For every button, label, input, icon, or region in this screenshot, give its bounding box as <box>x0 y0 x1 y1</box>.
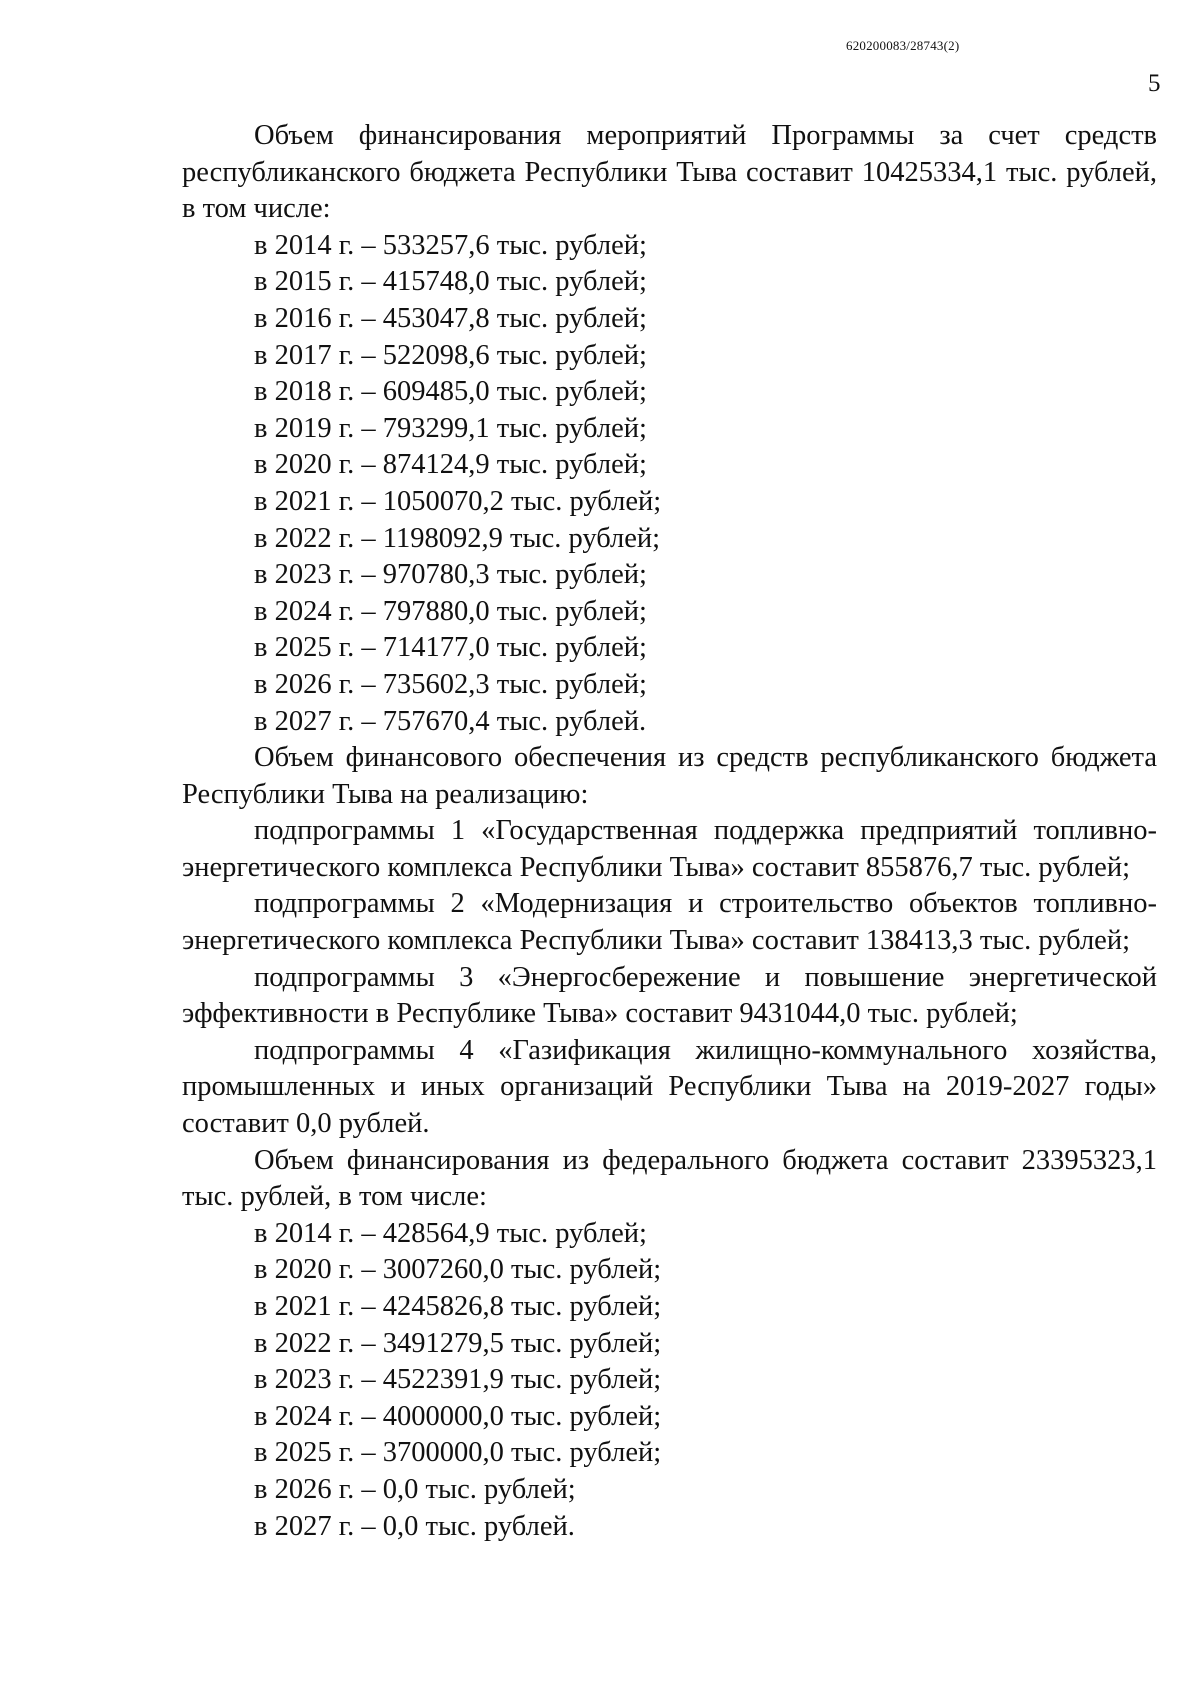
list-item: в 2018 г. – 609485,0 тыс. рублей; <box>254 376 647 408</box>
list-item: в 2021 г. – 1050070,2 тыс. рублей; <box>254 485 662 517</box>
list-item: в 2026 г. – 0,0 тыс. рублей; <box>254 1473 576 1505</box>
subprogram-2-paragraph: подпрограммы 2 «Модернизация и строительство объектов топливно-энергетического комплекса Республики Тыва» составит 138413,3 тыс. рублей; <box>182 888 1157 957</box>
list-item: в 2016 г. – 453047,8 тыс. рублей; <box>254 302 647 334</box>
subprogram-4-paragraph: подпрограммы 4 «Газификация жилищно-коммунального хозяйства, промышленных и иных организаций Республики Тыва на 2019-2027 годы» составит 0,0 рублей. <box>182 1034 1157 1140</box>
list-item: в 2025 г. – 714177,0 тыс. рублей; <box>254 632 647 664</box>
list-item: в 2023 г. – 4522391,9 тыс. рублей; <box>254 1364 662 1396</box>
support-intro-paragraph: Объем финансового обеспечения из средств республиканского бюджета Республики Тыва на реализацию: <box>182 742 1157 810</box>
list-item: в 2021 г. – 4245826,8 тыс. рублей; <box>254 1291 662 1322</box>
subprogram-1-paragraph: подпрограммы 1 «Государственная поддержка предприятий топливно-энергетического комплекса Республики Тыва» составит 855876,7 тыс. рублей; <box>182 815 1157 883</box>
list-item: в 2017 г. – 522098,6 тыс. рублей; <box>254 339 647 371</box>
list-item: в 2014 г. – 428564,9 тыс. рублей; <box>254 1217 647 1249</box>
subprogram-3-paragraph: подпрограммы 3 «Энергосбережение и повышение энергетической эффективности в Республике Тыва» составит 9431044,0 тыс. рублей; <box>182 961 1157 1030</box>
regional-budget-paragraph: Объем финансирования мероприятий Программы за счет средств республиканского бюджета Республики Тыва составит 10425334,1 тыс. рублей, в том числе: <box>182 120 1157 225</box>
list-item: в 2014 г. – 533257,6 тыс. рублей; <box>254 229 647 261</box>
list-item: в 2022 г. – 3491279,5 тыс. рублей; <box>254 1327 662 1359</box>
regional-budget-years-list <box>182 228 1157 740</box>
federal-budget-years-list <box>182 1216 1157 1545</box>
list-item: в 2020 г. – 3007260,0 тыс. рублей; <box>254 1254 662 1286</box>
list-item: в 2023 г. – 970780,3 тыс. рублей; <box>254 559 647 591</box>
list-item: в 2022 г. – 1198092,9 тыс. рублей; <box>254 522 661 554</box>
list-item: в 2026 г. – 735602,3 тыс. рублей; <box>254 668 647 700</box>
list-item: в 2015 г. – 415748,0 тыс. рублей; <box>254 266 647 298</box>
federal-budget-paragraph: Объем финансирования из федерального бюджета составит 23395323,1 тыс. рублей, в том числе: <box>182 1144 1157 1213</box>
list-item: в 2027 г. – 757670,4 тыс. рублей. <box>254 705 647 737</box>
list-item: в 2019 г. – 793299,1 тыс. рублей; <box>254 412 647 444</box>
list-item: в 2027 г. – 0,0 тыс. рублей. <box>254 1510 575 1542</box>
list-item: в 2020 г. – 874124,9 тыс. рублей; <box>254 449 647 481</box>
list-item: в 2025 г. – 3700000,0 тыс. рублей; <box>254 1437 662 1469</box>
list-item: в 2024 г. – 4000000,0 тыс. рублей; <box>254 1400 662 1432</box>
page-number: 5 <box>1148 70 1161 97</box>
list-item: в 2024 г. – 797880,0 тыс. рублей; <box>254 595 647 627</box>
document-code: 620200083/28743(2) <box>846 38 960 53</box>
document-body <box>182 118 1157 1545</box>
